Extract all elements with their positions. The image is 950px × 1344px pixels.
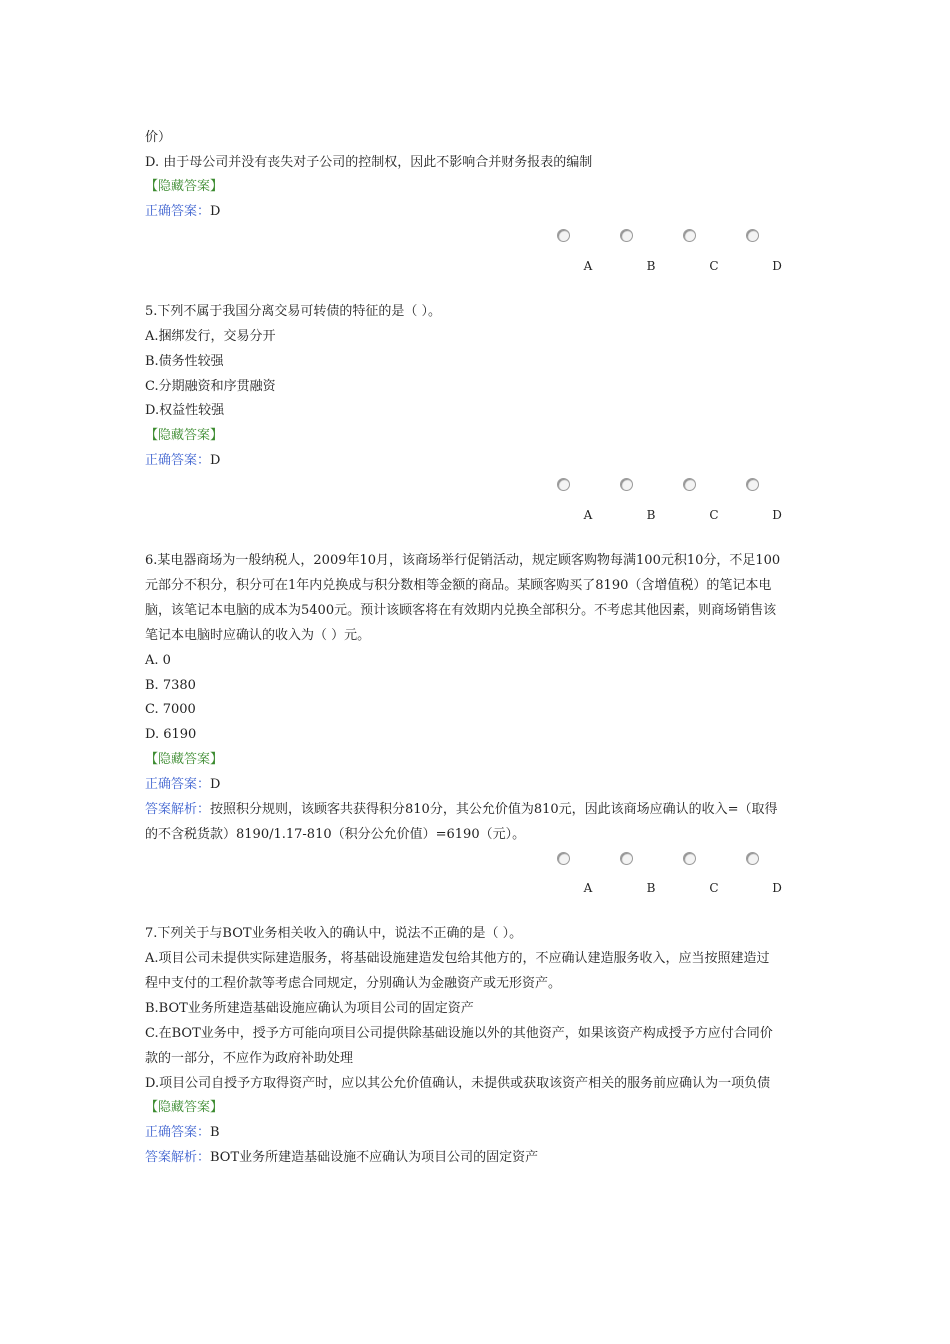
analysis-label: 答案解析： [145,802,211,817]
answer-value: B [210,1125,220,1140]
radio-label-a: A [583,881,593,895]
q6-option-d: D. 6190 [145,727,197,742]
q6-stem-line-1: 6.某电器商场为一般纳税人，2009年10月，该商场举行促销活动，规定顾客购物每满100元积10分，不足100 [145,553,781,568]
q7-option-c-line-2: 款的一部分，不应作为政府补助处理 [145,1051,354,1066]
q4-radio-c[interactable] [683,229,696,242]
analysis-text: BOT业务所建造基础设施不应确认为项目公司的固定资产 [210,1150,539,1165]
answer-label: 正确答案： [145,204,211,219]
q6-radio-d[interactable] [746,852,759,865]
q7-hide-answer-link[interactable]: 【隐藏答案】 [145,1100,224,1115]
q6-option-a: A. 0 [145,653,171,668]
q4-radio-b[interactable] [620,229,633,242]
q7-correct-answer [145,1124,220,1142]
q5-hide-answer-link[interactable]: 【隐藏答案】 [145,428,224,443]
q7-option-d: D.项目公司自授予方取得资产时，应以其公允价值确认，未提供或获取该资产相关的服务前应确认为一项负债 [145,1076,771,1091]
radio-label-d: D [772,259,782,273]
radio-label-c: C [709,508,719,522]
q5-correct-answer [145,452,220,470]
q4-option-d: D. 由于母公司并没有丧失对子公司的控制权，因此不影响合并财务报表的编制 [145,155,593,170]
q5-radio-b[interactable] [620,478,633,491]
q5-choice-group [145,477,805,522]
q5-option-d: D.权益性较强 [145,403,225,418]
radio-label-c: C [709,881,719,895]
q5-radio-a[interactable] [557,478,570,491]
q6-radio-b[interactable] [620,852,633,865]
radio-label-b: B [646,881,656,895]
q4-hide-answer-link[interactable]: 【隐藏答案】 [145,179,224,194]
radio-label-c: C [709,259,719,273]
answer-label: 正确答案： [145,453,211,468]
q7-option-a-line-2: 程中支付的工程价款等考虑合同规定，分别确认为金融资产或无形资产。 [145,976,562,991]
analysis-text: 按照积分规则，该顾客共获得积分810分，其公允价值为810元，因此该商场应确认的收入=（取得 [210,802,778,817]
answer-value: D [210,777,221,792]
q7-option-b: B.BOT业务所建造基础设施应确认为项目公司的固定资产 [145,1001,474,1016]
answer-label: 正确答案： [145,777,211,792]
q5-option-b: B.债务性较强 [145,354,224,369]
q5-option-c: C.分期融资和序贯融资 [145,379,276,394]
q5-radio-d[interactable] [746,478,759,491]
q4-radio-a[interactable] [557,229,570,242]
radio-label-a: A [583,508,593,522]
q6-stem-line-2: 元部分不积分，积分可在1年内兑换成与积分数相等金额的商品。某顾客购买了8190（含增值税）的笔记本电 [145,578,772,593]
q6-radio-c[interactable] [683,852,696,865]
answer-value: D [210,453,221,468]
q7-analysis [145,1149,538,1167]
q7-option-c-line-1: C.在BOT业务中，授予方可能向项目公司提供除基础设施以外的其他资产，如果该资产构成授予方应付合同价 [145,1026,773,1041]
q7-stem: 7.下列关于与BOT业务相关收入的确认中，说法不正确的是（ ）。 [145,926,523,941]
q6-correct-answer [145,776,220,794]
q5-option-a: A.捆绑发行，交易分开 [145,329,276,344]
radio-label-b: B [646,259,656,273]
radio-label-a: A [583,259,593,273]
q6-stem-line-4: 笔记本电脑时应确认的收入为（ ）元。 [145,628,371,643]
q5-stem: 5.下列不属于我国分离交易可转债的特征的是（ ）。 [145,304,442,319]
q5-radio-c[interactable] [683,478,696,491]
q6-hide-answer-link[interactable]: 【隐藏答案】 [145,752,224,767]
q6-choice-group [145,851,805,895]
q6-option-b: B. 7380 [145,678,196,693]
q4-correct-answer [145,203,220,221]
q4-radio-d[interactable] [746,229,759,242]
radio-label-d: D [772,881,782,895]
analysis-label: 答案解析： [145,1150,211,1165]
q6-option-c: C. 7000 [145,702,196,717]
q4-stem-tail: 价） [145,130,172,145]
radio-label-b: B [646,508,656,522]
q4-choice-group [145,228,805,273]
q6-stem-line-3: 脑，该笔记本电脑的成本为5400元。预计该顾客将在有效期内兑换全部积分。不考虑其他因素，则商场销售该 [145,603,777,618]
q6-analysis-line-2: 的不含税货款）8190/1.17-810（积分公允价值）=6190（元）。 [145,827,526,842]
q7-option-a-line-1: A.项目公司未提供实际建造服务，将基础设施建造发包给其他方的，不应确认建造服务收入，应当按照建造过 [145,951,770,966]
answer-value: D [210,204,221,219]
radio-label-d: D [772,508,782,522]
q6-radio-a[interactable] [557,852,570,865]
answer-label: 正确答案： [145,1125,211,1140]
q6-analysis-line-1 [145,801,778,819]
